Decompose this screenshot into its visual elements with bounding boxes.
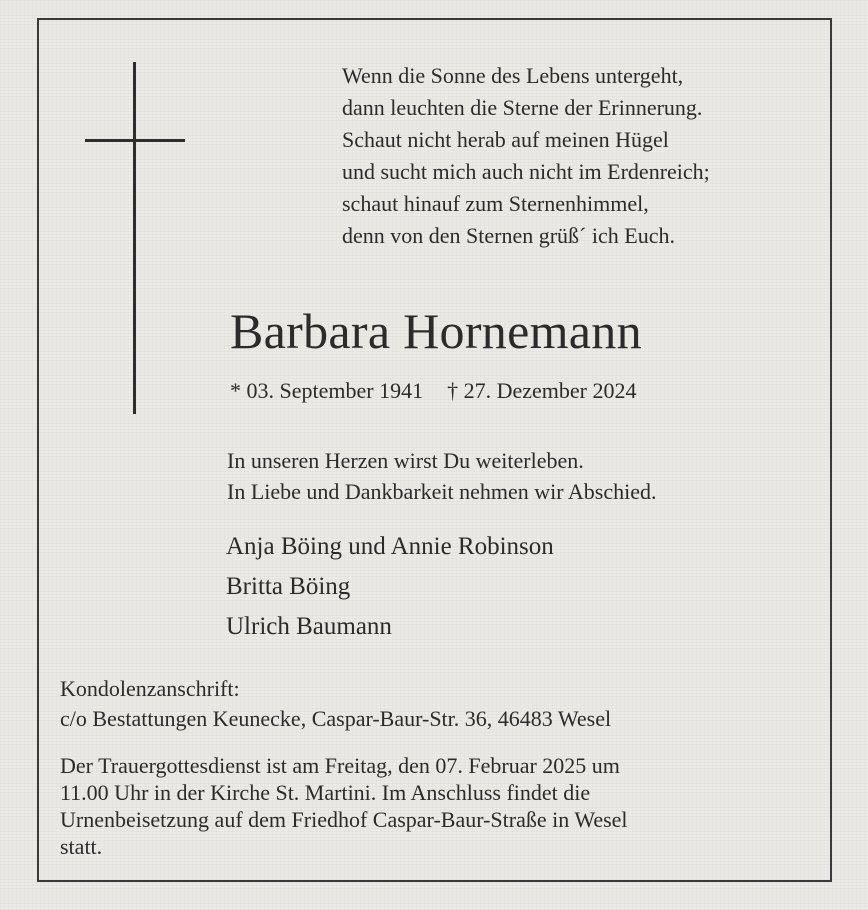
poem-line: und sucht mich auch nicht im Erdenreich;: [342, 159, 710, 184]
cross-icon-beam: [85, 139, 185, 142]
service-line: 11.00 Uhr in der Kirche St. Martini. Im Anschluss findet die: [60, 780, 591, 805]
poem-line: Schaut nicht herab auf meinen Hügel: [342, 127, 669, 152]
service-line: Der Trauergottesdienst ist am Freitag, den 07. Februar 2025 um: [60, 753, 620, 778]
mourner-name: Ulrich Baumann: [226, 613, 392, 640]
farewell-line: In unseren Herzen wirst Du weiterleben.: [227, 448, 584, 473]
funeral-service-notice: [60, 752, 820, 860]
poem-line: schaut hinauf zum Sternenhimmel,: [342, 191, 649, 216]
life-dates: [230, 375, 636, 407]
condolence-label: Kondolenzanschrift:: [60, 676, 240, 701]
memorial-poem: [342, 60, 822, 252]
poem-line: Wenn die Sonne des Lebens untergeht,: [342, 63, 684, 88]
farewell-line: In Liebe und Dankbarkeit nehmen wir Abschied.: [227, 479, 657, 504]
poem-line: dann leuchten die Sterne der Erinnerung.: [342, 95, 703, 120]
service-line: Urnenbeisetzung auf dem Friedhof Caspar-Baur-Straße in Wesel: [60, 807, 628, 832]
poem-line: denn von den Sternen grüß´ ich Euch.: [342, 223, 675, 248]
condolence-address-block: [60, 674, 611, 734]
condolence-address: c/o Bestattungen Keunecke, Caspar-Baur-Str. 36, 46483 Wesel: [60, 706, 612, 731]
deceased-name: Barbara Hornemann: [230, 303, 642, 359]
service-line: statt.: [60, 834, 103, 859]
mourner-name: Anja Böing und Annie Robinson: [226, 533, 554, 560]
cross-icon: [133, 62, 136, 414]
mourner-name: Britta Böing: [226, 573, 351, 600]
birth-date: * 03. September 1941: [230, 378, 424, 403]
mourners-list: [226, 527, 554, 647]
farewell-text: [227, 445, 656, 507]
death-date: † 27. Dezember 2024: [447, 378, 637, 403]
